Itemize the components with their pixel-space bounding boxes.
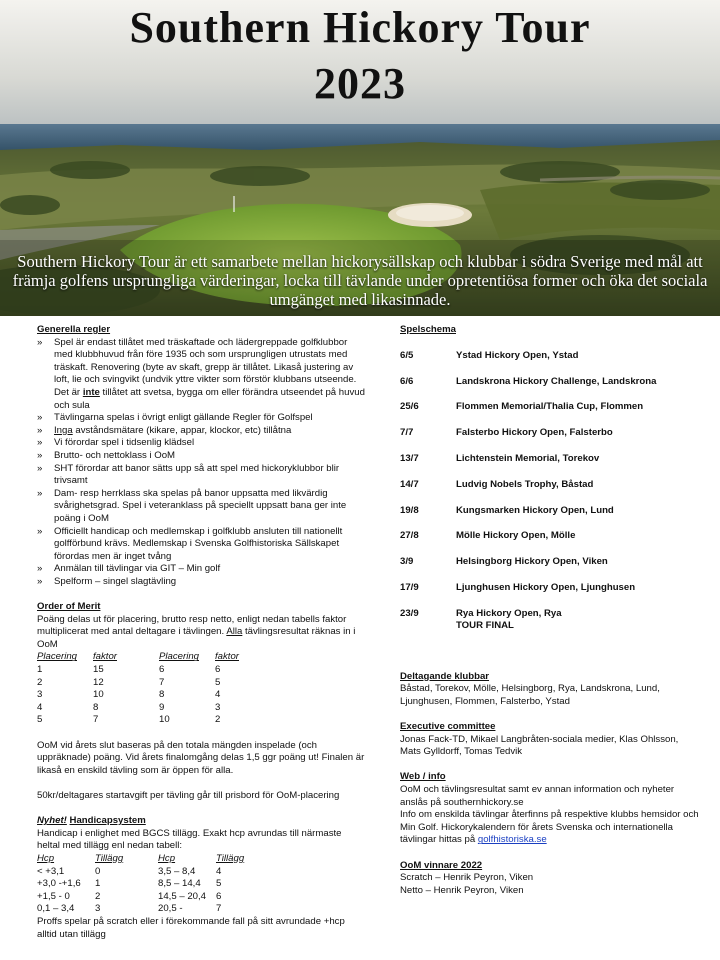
web-heading: Web / info <box>400 771 446 783</box>
oom-cell: 5 <box>37 714 43 726</box>
event-date: 19/8 <box>400 504 419 516</box>
event-date: 25/6 <box>400 401 419 413</box>
rule-item: » Spelform – singel slagtävling <box>37 576 367 589</box>
oom-heading: Order of Merit <box>37 601 101 613</box>
committee-text: Jonas Fack-TD, Mikael Langbråten-sociala medier, Klas Ohlsson, Mats Gylldorff, Tomas Tedvik <box>400 733 679 758</box>
oom-cell: 1 <box>37 664 43 676</box>
event-date: 23/9 <box>400 607 419 619</box>
web-info-text: Info om enskilda tävlingar återfinns på respektive klubbs hemsidor och Min Golf. Hickorykalendern för årets Svenska och internationella tävlingar hittas på golfhistoriska.se <box>400 809 699 846</box>
hcp-cell: 1 <box>95 878 101 890</box>
hcp-cell: 5 <box>216 878 222 890</box>
hcp-cell: 14,5 – 20,4 <box>158 890 207 902</box>
rule-item: » Tävlingarna spelas i övrigt enligt gällande Regler för Golfspel <box>37 412 367 425</box>
hcp-cell: 6 <box>216 890 222 902</box>
oom-cell: 6 <box>159 664 165 676</box>
hcp-col-hcp-2: Hcp <box>158 852 176 864</box>
clubs-text: Båstad, Torekov, Mölle, Helsingborg, Rya, Landskrona, Lund, Ljunghusen, Flommen, Falsterbo, Ystad <box>400 683 660 707</box>
hcp-cell: 3 <box>95 903 101 915</box>
hcp-cell: < +3,1 <box>37 865 65 877</box>
rule-item: » Brutto- och nettoklass i OoM <box>37 450 367 463</box>
event-date: 6/6 <box>400 375 414 387</box>
oom-cell: 7 <box>159 676 165 688</box>
page-title-year: 2023 <box>314 59 406 108</box>
hcp-cell: 3,5 – 8,4 <box>158 865 196 877</box>
event-name: Ystad Hickory Open, Ystad <box>456 349 579 361</box>
hcp-cell: 4 <box>216 865 222 877</box>
event-name: Falsterbo Hickory Open, Falsterbo <box>456 427 613 439</box>
event-date: 13/7 <box>400 452 419 464</box>
committee-heading: Executive committee <box>400 721 496 733</box>
oom-cell: 8 <box>93 701 99 713</box>
event-name: Mölle Hickory Open, Mölle <box>456 530 576 542</box>
rule-item: » Inga avståndsmätare (kikare, appar, klockor, etc) tillåtna <box>37 425 367 438</box>
oom-cell: 10 <box>93 689 104 701</box>
rule-item: » Anmälan till tävlingar via GIT – Min golf <box>37 563 367 576</box>
web-text: OoM och tävlingsresultat samt ev annan information och nyheter anslås på southernhickory.se <box>400 784 675 808</box>
oom-col-placering: Placering <box>37 651 77 663</box>
page-title: Southern Hickory Tour <box>129 3 591 52</box>
hcp-text: Handicap i enlighet med BGCS tillägg. Exakt hcp avrundas till närmaste heltal med tillägg enl nedan tabell: <box>37 827 342 852</box>
oom-cell: 9 <box>159 701 165 713</box>
oom-cell: 3 <box>215 701 221 713</box>
oom-col-faktor: faktor <box>93 651 117 663</box>
event-name: Helsingborg Hickory Open, Viken <box>456 556 608 568</box>
oom-cell: 2 <box>37 676 43 688</box>
hcp-col-hcp: Hcp <box>37 852 55 864</box>
hcp-cell: +1,5 - 0 <box>37 890 70 902</box>
tour-final-label: TOUR FINAL <box>456 620 514 632</box>
hcp-col-tillagg-2: Tillägg <box>216 852 245 864</box>
oom-cell: 8 <box>159 689 165 701</box>
right-column <box>400 324 700 897</box>
hero-banner <box>0 0 720 316</box>
oom-cell: 5 <box>215 676 221 688</box>
event-name: Ludvig Nobels Trophy, Båstad <box>456 478 594 490</box>
event-date: 17/9 <box>400 581 419 593</box>
event-date: 27/8 <box>400 530 419 542</box>
oom-cell: 2 <box>215 714 221 726</box>
rules-heading: Generella regler <box>37 324 111 335</box>
oom-cell: 12 <box>93 676 104 688</box>
oom-text: Poäng delas ut för placering, brutto resp netto, enligt nedan tabells faktor multiplicerat med antal deltagare i tävlingen. Alla tävlingsresultat räknas in i OoM <box>37 613 356 650</box>
oom-col-faktor-2: faktor <box>215 651 239 663</box>
rule-item: » Dam- resp herrklass ska spelas på banor uppsatta med likvärdig svårighetsgrad. Spel i veteranklass på speciellt uppsatt bana ger inte poäng i OoM <box>37 488 367 526</box>
event-name: Flommen Memorial/Thalia Cup, Flommen <box>456 401 644 413</box>
schedule-heading: Spelschema <box>400 324 456 335</box>
oom-cell: 3 <box>37 689 43 701</box>
winners-heading: OoM vinnare 2022 <box>400 859 483 871</box>
event-date: 14/7 <box>400 478 419 490</box>
event-date: 3/9 <box>400 556 414 568</box>
event-date: 7/7 <box>400 427 414 439</box>
nyhet-label: Nyhet! <box>37 815 67 827</box>
event-date: 6/5 <box>400 349 414 361</box>
left-column <box>37 324 367 941</box>
event-name: Kungsmarken Hickory Open, Lund <box>456 504 614 516</box>
oom-cell: 10 <box>159 714 170 726</box>
oom-cell: 6 <box>215 664 221 676</box>
intro-text: Southern Hickory Tour är ett samarbete mellan hickorysällskap och klubbar i södra Sverige med mål att främja golfens ursprungliga värderingar, locka till tävlande under opretentiösa former och öka det sociala umgänget med likasinnade. <box>12 252 708 309</box>
rules-list <box>37 337 367 589</box>
oom-cell: 7 <box>93 714 99 726</box>
event-name: Rya Hickory Open, Rya <box>456 607 562 619</box>
oom-cell: 4 <box>37 701 43 713</box>
event-name: Lichtenstein Memorial, Torekov <box>456 452 600 464</box>
oom-note-final: OoM vid årets slut baseras på den totala mängden inspelade (och uppräknade) poäng. Vid årets finalomgång delas 1,5 ggr poäng ut! Finalen är likaså en enskild tävling som är öppen för alla. <box>37 739 365 776</box>
golfhistoriska-link[interactable]: golfhistoriska.se <box>477 834 547 846</box>
rule-item: » Vi förordar spel i tidsenlig klädsel <box>37 437 367 450</box>
oom-cell: 4 <box>215 689 221 701</box>
schedule-list <box>400 350 700 633</box>
hcp-col-tillagg: Tillägg <box>95 852 124 864</box>
event-name: Landskrona Hickory Challenge, Landskrona <box>456 375 657 387</box>
event-name: Ljunghusen Hickory Open, Ljunghusen <box>456 581 636 593</box>
oom-cell: 15 <box>93 664 104 676</box>
hcp-cell: 0,1 – 3,4 <box>37 903 75 915</box>
rule-item: » SHT förordar att banor sätts upp så att spel med hickoryklubbor blir trivsamt <box>37 463 367 488</box>
hcp-cell: 0 <box>95 865 101 877</box>
hcp-heading: Nyhet! Handicapsystem <box>37 815 146 827</box>
hcp-note: Proffs spelar på scratch eller i förekommande fall på sitt avrundade +hcp alltid utan tillägg <box>37 915 345 940</box>
oom-note-fee: 50kr/deltagares startavgift per tävling går till prisbord för OoM-placering <box>37 789 340 801</box>
winner-netto: Netto – Henrik Peyron, Viken <box>400 884 524 896</box>
hcp-cell: 8,5 – 14,4 <box>158 878 201 890</box>
rule-item: » Spel är endast tillåtet med träskaftade och lädergreppade golfklubbor med klubbhuvud från före 1935 och som ursprungligen utrustats med träskaft. Renovering (byte av skaft, grepp är tillåtet. Likaså justering av loft, lie och svingvikt (undvik yttre vikter som förstör klubbans utseende. Det är inte tillåtet att svetsa, bygga om eller förändra utseendet på huvud och sula <box>37 337 367 413</box>
rule-item: » Officiellt handicap och medlemskap i golfklubb ansluten till nationellt golfförbund krävs. Medlemskap i Svenska Golfhistoriska Sällskapet förordas men är inget tvång <box>37 526 367 564</box>
oom-col-placering-2: Placering <box>159 651 199 663</box>
hcp-cell: 20,5 - <box>158 903 183 915</box>
hcp-table <box>37 853 367 916</box>
winner-scratch: Scratch – Henrik Peyron, Viken <box>400 872 534 884</box>
hcp-cell: +3,0 -+1,6 <box>37 878 81 890</box>
clubs-heading: Deltagande klubbar <box>400 670 490 682</box>
hcp-cell: 2 <box>95 890 101 902</box>
oom-table <box>37 651 367 727</box>
hcp-cell: 7 <box>216 903 222 915</box>
